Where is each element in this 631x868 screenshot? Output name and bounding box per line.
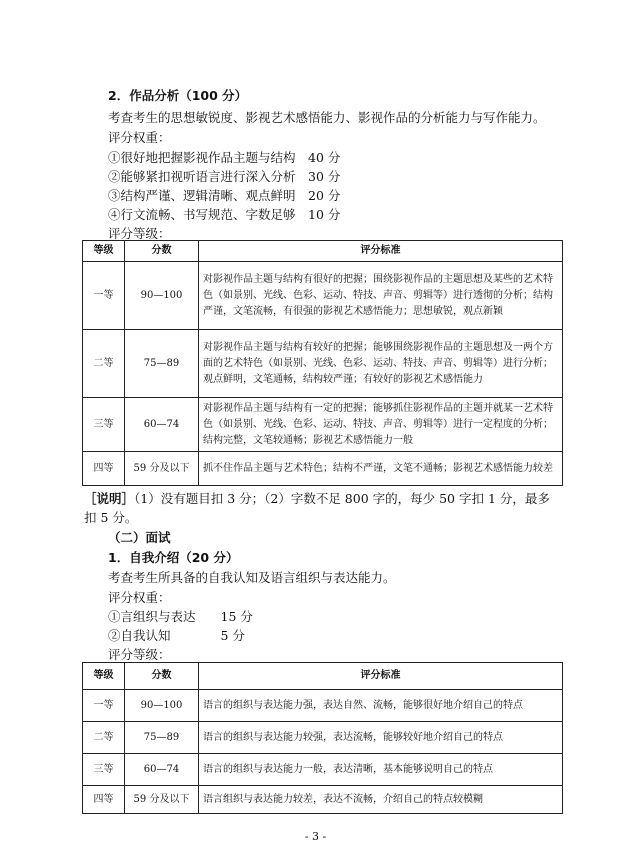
section-intro: 考查考生的思想敏锐度、影视艺术感悟能力、影视作品的分析能力与写作能力。 [108,110,546,125]
grade-level: 一等 [83,690,125,722]
section-intro: 考查考生所具备的自我认知及语言组织与表达能力。 [108,570,396,585]
weight-item: ④行文流畅、书写规范、字数足够 10 分 [108,207,341,222]
grade-level: 一等 [83,262,125,330]
grade-label: 评分等级： [108,647,171,662]
table-header: 等级 [83,241,125,262]
weight-item: ①言组织与表达 15 分 [108,609,253,624]
note-line-2: 扣 5 分。 [84,510,138,525]
grade-criteria: 语言组织与表达能力较差，表达不流畅，介绍自己的特点较模糊 [199,786,563,814]
table-header: 分数 [125,241,199,262]
table-row [83,722,563,754]
section-heading-interview: （二）面试 [108,530,171,545]
grade-score: 59 分及以下 [125,786,199,814]
grade-level: 二等 [83,722,125,754]
grade-score: 75—89 [125,330,199,398]
grade-level: 三等 [83,754,125,786]
section-heading-self-intro: 1．自我介绍（20 分） [108,550,239,565]
table-row [83,786,563,814]
table-header: 等级 [83,663,125,690]
table-header: 评分标准 [199,663,563,690]
grading-table-self-intro [82,662,563,814]
page-number: - 3 - [304,830,327,843]
grade-criteria: 对影视作品主题与结构有较好的把握；能够围绕影视作品的主题思想及一两个方面的艺术特色（如景别、光线、色彩、运动、特技、声音、剪辑等）进行分析；观点鲜明，文笔通畅，结构较严谨；有较好的影视艺术感悟能力 [199,330,563,398]
weight-item: ③结构严谨、逻辑清晰、观点鲜明 20 分 [108,188,341,203]
grading-table-work-analysis [82,240,563,486]
grade-level: 三等 [83,398,125,452]
table-row [83,452,563,486]
grade-score: 59 分及以下 [125,452,199,486]
table-row [83,690,563,722]
grade-criteria: 抓不住作品主题与艺术特色；结构不严谨，文笔不通畅；影视艺术感悟能力较差 [199,452,563,486]
grade-label: 评分等级： [108,226,171,241]
grade-level: 二等 [83,330,125,398]
grade-criteria: 语言的组织与表达能力一般，表达清晰，基本能够说明自己的特点 [199,754,563,786]
grade-score: 75—89 [125,722,199,754]
grade-level: 四等 [83,452,125,486]
note-label: ［说明］ [84,491,135,506]
table-row [83,330,563,398]
grade-criteria: 语言的组织与表达能力强，表达自然、流畅，能够很好地介绍自己的特点 [199,690,563,722]
grade-score: 90—100 [125,262,199,330]
weight-label: 评分权重： [108,130,171,145]
table-row [83,754,563,786]
weight-item: ②自我认知 5 分 [108,628,245,643]
table-row [83,262,563,330]
table-header: 评分标准 [199,241,563,262]
table-header: 分数 [125,663,199,690]
section-heading-work-analysis: 2．作品分析（100 分） [108,88,248,103]
grade-score: 60—74 [125,754,199,786]
grade-criteria: 对影视作品主题与结构有一定的把握；能够抓住影视作品的主题并就某一艺术特色（如景别、光线、色彩、运动、特技、声音、剪辑等）进行一定程度的分析；结构完整，文笔较通畅；影视艺术感悟能力一般 [199,398,563,452]
grade-level: 四等 [83,786,125,814]
grade-criteria: 对影视作品主题与结构有很好的把握；围绕影视作品的主题思想及某些的艺术特色（如景别、光线、色彩、运动、特技、声音、剪辑等）进行透彻的分析；结构严谨，文笔流畅，有很强的影视艺术感悟能力；思想敏锐，观点新颖 [199,262,563,330]
weight-item: ①很好地把握影视作品主题与结构 40 分 [108,150,341,165]
weight-item: ②能够紧扣视听语言进行深入分析 30 分 [108,169,341,184]
weight-label: 评分权重： [108,590,171,605]
grade-score: 90—100 [125,690,199,722]
note-line [84,491,550,507]
grade-criteria: 语言的组织与表达能力较强，表达流畅，能够较好地介绍自己的特点 [199,722,563,754]
table-row [83,398,563,452]
note-text: （1）没有题目扣 3 分；（2）字数不足 800 字的，每少 50 字扣 1 分，最多 [134,491,550,506]
grade-score: 60—74 [125,398,199,452]
